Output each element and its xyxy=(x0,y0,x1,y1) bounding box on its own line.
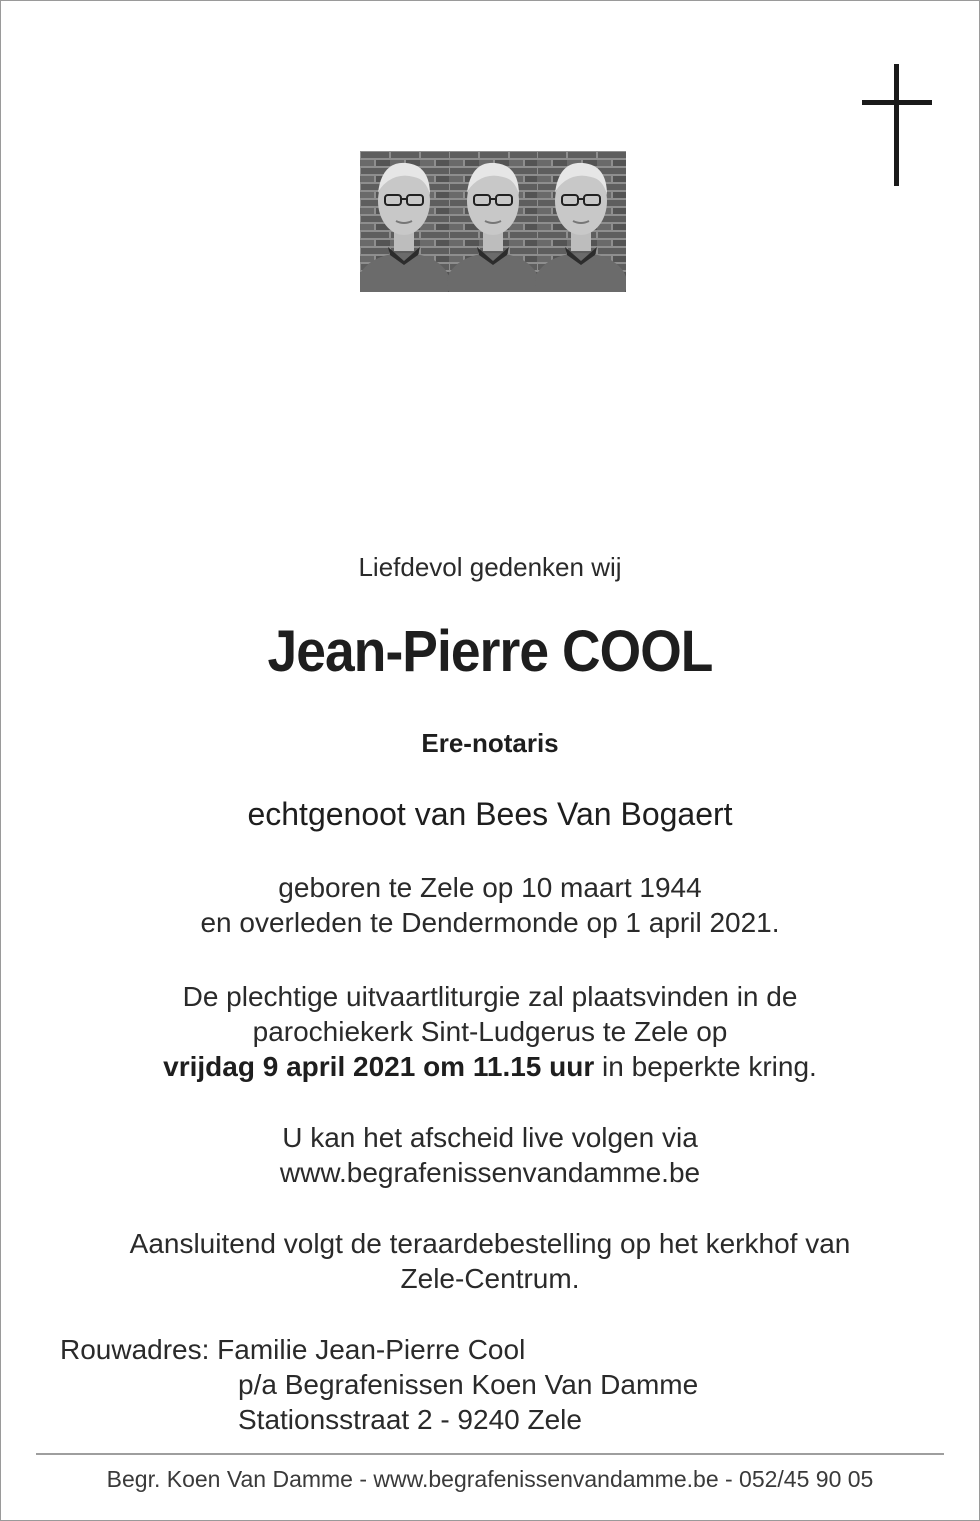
mourning-address-line-1: Rouwadres: Familie Jean-Pierre Cool xyxy=(60,1334,526,1365)
ceremony-line-3 xyxy=(0,1051,980,1083)
footer-contact: Begr. Koen Van Damme - www.begrafenissenvandamme.be - 052/45 90 05 xyxy=(106,1466,874,1492)
portrait-photo-strip xyxy=(360,151,626,292)
footer-divider xyxy=(36,1453,944,1455)
livestream-line-1: U kan het afscheid live volgen via xyxy=(282,1122,698,1153)
livestream-url: www.begrafenissenvandamme.be xyxy=(279,1157,701,1188)
ceremony-date: vrijdag 9 april 2021 om 11.15 uur xyxy=(163,1051,595,1082)
burial-line-2: Zele-Centrum. xyxy=(400,1263,580,1294)
birth-line: geboren te Zele op 10 maart 1944 xyxy=(278,872,702,903)
ceremony-line-2: parochiekerk Sint-Ludgerus te Zele op xyxy=(252,1016,728,1047)
honorary-title: Ere-notaris xyxy=(421,728,559,758)
ceremony-line-1: De plechtige uitvaartliturgie zal plaatsvinden in de xyxy=(182,981,798,1012)
ceremony-rest: in beperkte kring. xyxy=(594,1051,817,1082)
deceased-name: Jean-Pierre COOL xyxy=(267,619,713,684)
intro-text: Liefdevol gedenken wij xyxy=(358,552,622,582)
cross-icon xyxy=(862,64,932,186)
death-line: en overleden te Dendermonde op 1 april 2021. xyxy=(200,907,780,938)
burial-line-1: Aansluitend volgt de teraardebestelling op het kerkhof van xyxy=(129,1228,851,1259)
mourning-address-line-3: Stationsstraat 2 - 9240 Zele xyxy=(238,1404,582,1435)
spouse-line: echtgenoot van Bees Van Bogaert xyxy=(247,796,733,832)
mourning-address-line-2: p/a Begrafenissen Koen Van Damme xyxy=(238,1369,699,1400)
